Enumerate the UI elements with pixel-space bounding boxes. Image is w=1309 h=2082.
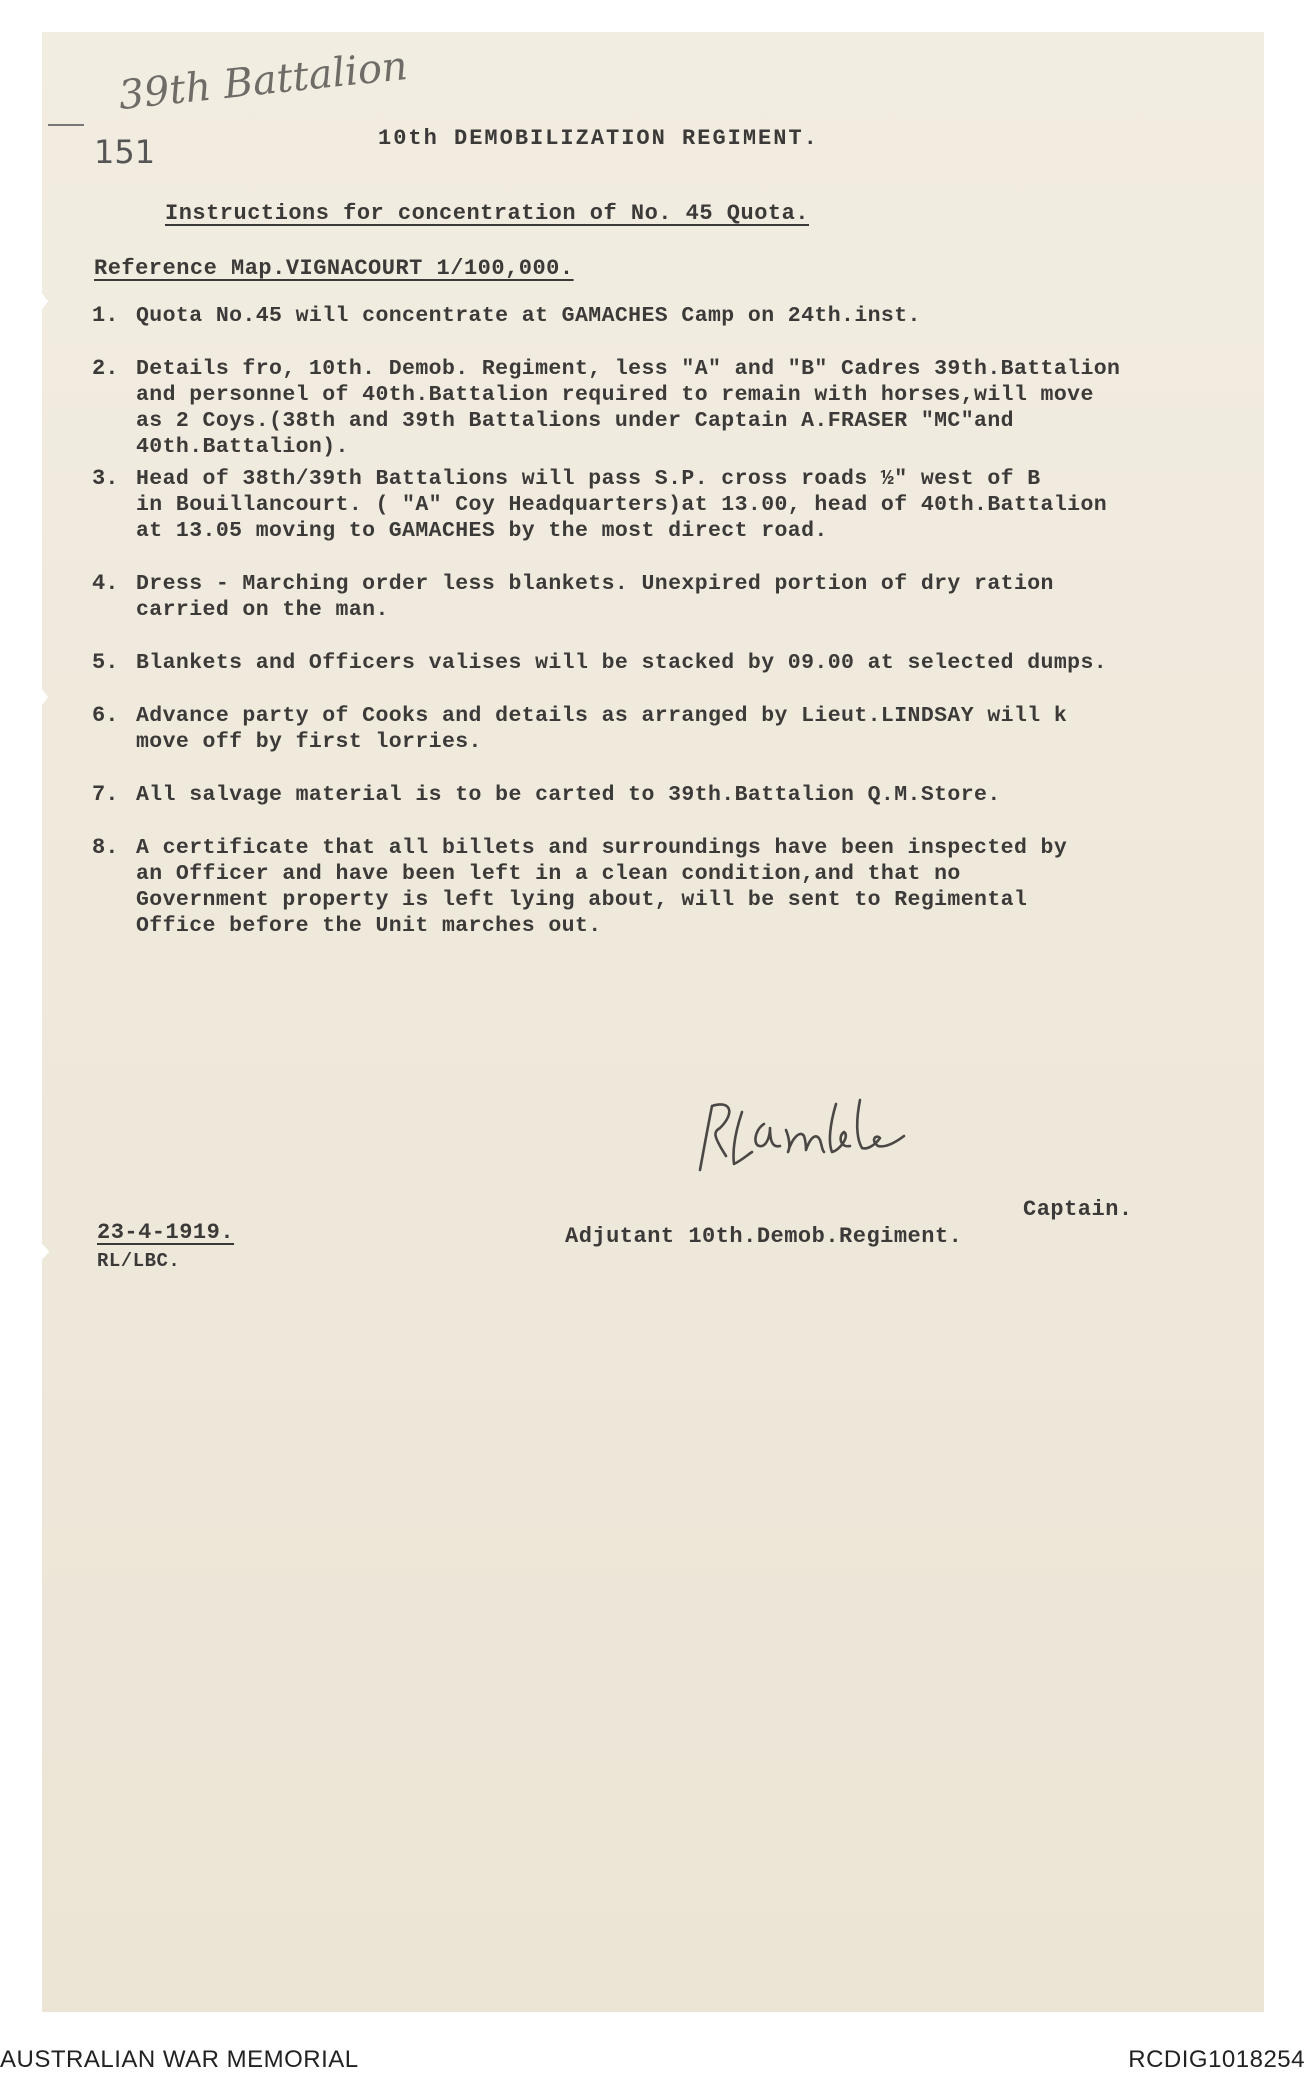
instruction-item: [92, 571, 1252, 623]
item-text: All salvage material is to be carted to 39th.Battalion Q.M.Store.: [136, 783, 1001, 807]
item-number: 3.: [92, 466, 119, 491]
margin-mark: [48, 124, 84, 126]
item-number: 1.: [92, 303, 119, 328]
instruction-item: [92, 466, 1252, 544]
item-text: A certificate that all billets and surroundings have been inspected by an Officer and have been left in a clean condition,and that no Government property is left lying about, will be sent to Regimental Office before the Unit marches out.: [136, 836, 1068, 938]
item-text: Advance party of Cooks and details as arranged by Lieut.LINDSAY will k move off by first lorries.: [136, 704, 1068, 754]
footer-catalog-id: RCDIG1018254: [1128, 2046, 1305, 2073]
item-number: 7.: [92, 782, 119, 807]
item-number: 2.: [92, 356, 119, 381]
item-text: Details fro, 10th. Demob. Regiment, less "A" and "B" Cadres 39th.Battalion and personnel of 40th.Battalion required to remain with horses,will move as 2 Coys.(38th and 39th Battalions under Captain A.FRASER "MC"and 40th.Battalion).: [136, 357, 1121, 459]
signatory-title: Adjutant 10th.Demob.Regiment.: [565, 1224, 963, 1249]
signatory-rank: Captain.: [1023, 1197, 1133, 1222]
instruction-item: [92, 835, 1252, 939]
reference-initials: RL/LBC.: [97, 1250, 181, 1272]
item-number: 8.: [92, 835, 119, 860]
instruction-list: [92, 303, 1252, 966]
footer-institution: AUSTRALIAN WAR MEMORIAL: [0, 2046, 359, 2073]
instruction-item: [92, 703, 1252, 755]
handwritten-note: 39th Battalion: [116, 42, 410, 120]
map-reference: Reference Map.VIGNACOURT 1/100,000.: [94, 256, 574, 281]
document-title: 10th DEMOBILIZATION REGIMENT.: [378, 126, 819, 151]
instruction-item: [92, 356, 1252, 460]
instruction-item: [92, 303, 1252, 329]
folio-number: 151: [94, 133, 156, 171]
item-text: Dress - Marching order less blankets. Unexpired portion of dry ration carried on the man.: [136, 572, 1054, 622]
handwritten-signature: [690, 1090, 930, 1180]
document-subtitle: Instructions for concentration of No. 45 Quota.: [165, 201, 810, 226]
item-text: Blankets and Officers valises will be stacked by 09.00 at selected dumps.: [136, 651, 1108, 675]
item-number: 4.: [92, 571, 119, 596]
instruction-item: [92, 782, 1252, 808]
item-text: Quota No.45 will concentrate at GAMACHES Camp on 24th.inst.: [136, 304, 921, 328]
item-number: 6.: [92, 703, 119, 728]
instruction-item: [92, 650, 1252, 676]
document-date: 23-4-1919.: [97, 1220, 235, 1245]
item-number: 5.: [92, 650, 119, 675]
item-text: Head of 38th/39th Battalions will pass S.P. cross roads ½" west of B in Bouillancourt. ( "A" Coy Headquarters)at 13.00, head of 40th.Battalion at 13.05 moving to GAMACHES by the most direct road.: [136, 467, 1108, 543]
